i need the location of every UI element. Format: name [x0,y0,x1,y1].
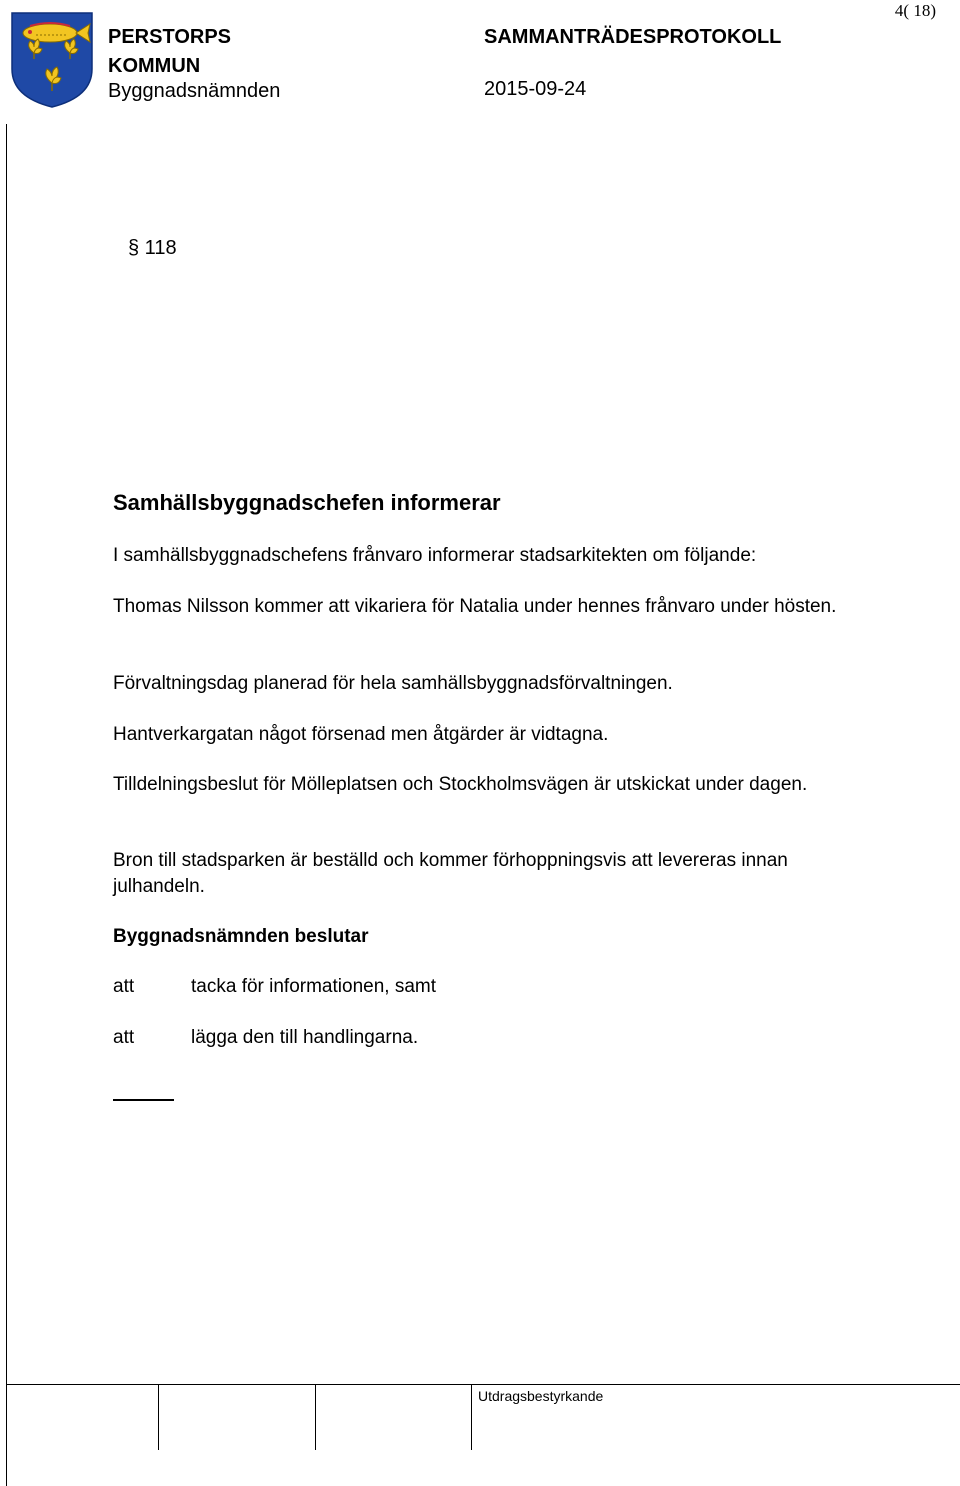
section-end-rule [113,1099,174,1101]
paragraph: I samhällsbyggnadschefens frånvaro informerar stadsarkitekten om följande: [113,545,757,566]
certification-label: Utdragsbestyrkande [478,1388,604,1404]
decision-text: lägga den till handlingarna. [191,1027,419,1048]
decision-text: tacka för informationen, samt [191,976,436,997]
coat-of-arms-logo [10,11,94,109]
paragraph: Bron till stadsparken är beställd och kommer förhoppningsvis att levereras innan julhandeln. [113,850,788,897]
decision-prefix: att [113,976,135,997]
signature-box-divider [315,1384,316,1450]
signature-box-divider [471,1384,472,1450]
paragraph: Förvaltningsdag planerad för hela samhällsbyggnadsförvaltningen. [113,673,673,694]
document-title: SAMMANTRÄDESPROTOKOLL [484,26,782,48]
paragraph: Hantverkargatan något försenad men åtgärder är vidtagna. [113,724,609,745]
section-title: Samhällsbyggnadschefen informerar [113,490,501,515]
committee-name: Byggnadsnämnden [108,80,281,102]
organization-name: PERSTORPS [108,26,231,48]
document-date: 2015-09-24 [484,78,587,100]
page-number: 4( 18) [894,1,936,20]
decision-heading: Byggnadsnämnden beslutar [113,926,369,947]
section-number: § 118 [128,237,177,259]
perstorp-coat-of-arms-icon [10,11,94,109]
paragraph: Thomas Nilsson kommer att vikariera för Natalia under hennes frånvaro under hösten. [113,596,837,617]
paragraph: Tilldelningsbeslut för Mölleplatsen och Stockholmsvägen är utskickat under dagen. [113,774,808,795]
organization-name-line2: KOMMUN [108,55,201,77]
margin-line [6,124,7,1486]
signature-box-divider [158,1384,159,1450]
decision-prefix: att [113,1027,135,1048]
signature-box-top-line [6,1384,960,1385]
